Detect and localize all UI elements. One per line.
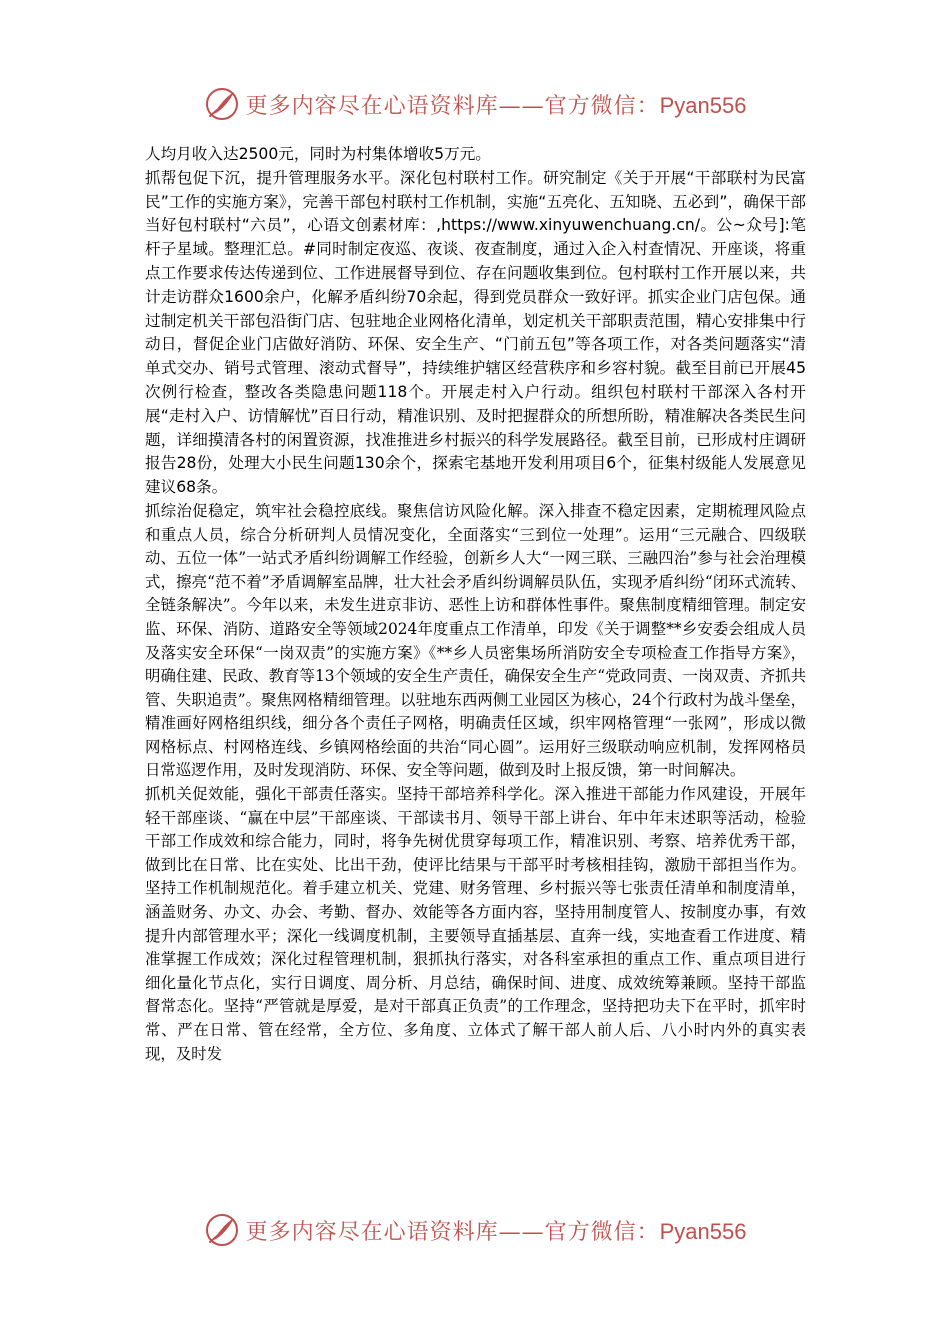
wechat-id: Pyan556 — [659, 92, 747, 118]
banner-slogan: 更多内容尽在心语资料库——官方微信： — [245, 1219, 660, 1245]
paragraph-efficiency: 抓机关促效能，强化干部责任落实。坚持干部培养科学化。深入推进干部能力作风建设，开展年轻干部座谈、“赢在中层”干部座谈、干部读书月、领导干部上讲台、年中年末述职等活动，检验干部工作成效和综合能力，同时，将争先树优贯穿每项工作，精准识别、考察、培养优秀干部，做到比在日常、比在实处、比出干劲，使评比结果与干部平时考核相挂钩，激励干部担当作为。坚持工作机制规范化。着手建立机关、党建、财务管理、乡村振兴等七张责任清单和制度清单，涵盖财务、办文、办会、考勤、督办、效能等各方面内容，坚持用制度管人、按制度办事，有效提升内部管理水平；深化一线调度机制，主要领导直插基层、直奔一线，实地查看工作进度、精准掌握工作成效；深化过程管理机制，狠抓执行落实，对各科室承担的重点工作、重点项目进行细化量化节点化，实行日调度、周分析、月总结，确保时间、进度、成效统筹兼顾。坚持干部监督常态化。坚持“严管就是厚爱，是对干部真正负责”的工作理念，坚持把功夫下在平时，抓牢时常、严在日常、管在经常，全方位、多角度、立体式了解干部人前人后、八小时内外的真实表现，及时发 — [145, 785, 806, 1063]
document-body — [145, 143, 806, 1066]
paragraph-income: 人均月收入达2500元，同时为村集体增收5万元。 — [145, 145, 491, 163]
banner-text — [246, 1215, 747, 1246]
banner-text — [246, 89, 747, 120]
banner-slogan: 更多内容尽在心语资料库——官方微信： — [245, 93, 660, 119]
paragraph-village-contact: 抓帮包促下沉，提升管理服务水平。深化包村联村工作。研究制定《关于开展“干部联村为民富民”工作的实施方案》，完善干部包村联村工作机制，实施“五亮化、五知晓、五必到”，确保干部当好包村联村“六员”，心语文创素材库：,https://www.xinyuwenchuang.cn/。公~众号]:笔杆子星域。整理汇总。#同时制定夜巡、夜谈、夜查制度，通过入企入村查情况、开座谈，将重点工作要求传达传递到位、工作进展督导到位、存在问题收集到位。包村联村工作开展以来，共计走访群众1600余户，化解矛盾纠纷70余起，得到党员群众一致好评。抓实企业门店包保。通过制定机关干部包沿街门店、包驻地企业网格化清单，划定机关干部职责范围，精心安排集中行动日，督促企业门店做好消防、环保、安全生产、“门前五包”等各项工作，对各类问题落实“清单式交办、销号式管理、滚动式督导”，持续维护辖区经营秩序和乡容村貌。截至目前已开展45次例行检查，整改各类隐患问题118个。开展走村入户行动。组织包村联村干部深入各村开展“走村入户、访情解忧”百日行动，精准识别、及时把握群众的所想所盼，精准解决各类民生问题，详细摸清各村的闲置资源，找准推进乡村振兴的科学发展路径。截至目前，已形成村庄调研报告28份，处理大小民生问题130余个，探索宅基地开发利用项目6个，征集村级能人发展意见建议68条。 — [145, 168, 806, 497]
header-banner — [0, 84, 950, 124]
paragraph-stability: 抓综治促稳定，筑牢社会稳控底线。聚焦信访风险化解。深入排查不稳定因素，定期梳理风险点和重点人员，综合分析研判人员情况变化，全面落实“三到位一处理”。运用“三元融合、四级联动、五位一体”一站式矛盾纠纷调解工作经验，创新乡人大“一网三联、三融四治”参与社会治理模式，擦亮“范不着”矛盾调解室品牌，壮大社会矛盾纠纷调解员队伍，实现矛盾纠纷“闭环式流转、全链条解决”。今年以来，未发生进京非访、恶性上访和群体性事件。聚焦制度精细管理。制定安监、环保、消防、道路安全等领域2024年度重点工作清单，印发《关于调整**乡安委会组成人员及落实安全环保“一岗双责”的实施方案》《**乡人员密集场所消防安全专项检查工作指导方案》，明确住建、民政、教育等13个领域的安全生产责任，确保安全生产“党政同责、一岗双责、齐抓共管、失职追责”。聚焦网格精细管理。以驻地东西两侧工业园区为核心，24个行政村为战斗堡垒，精准画好网格组织线，细分各个责任子网格，明确责任区域，织牢网格管理“一张网”，形成以微网格标点、村网格连线、乡镇网格绘面的共治“同心圆”。运用好三级联动响应机制，发挥网格员日常巡逻作用，及时发现消防、环保、安全等问题，做到及时上报反馈，第一时间解决。 — [145, 501, 806, 780]
wechat-id: Pyan556 — [659, 1218, 747, 1244]
footer-banner — [0, 1210, 950, 1250]
quill-pen-icon — [204, 1212, 240, 1248]
quill-pen-icon — [204, 86, 240, 122]
